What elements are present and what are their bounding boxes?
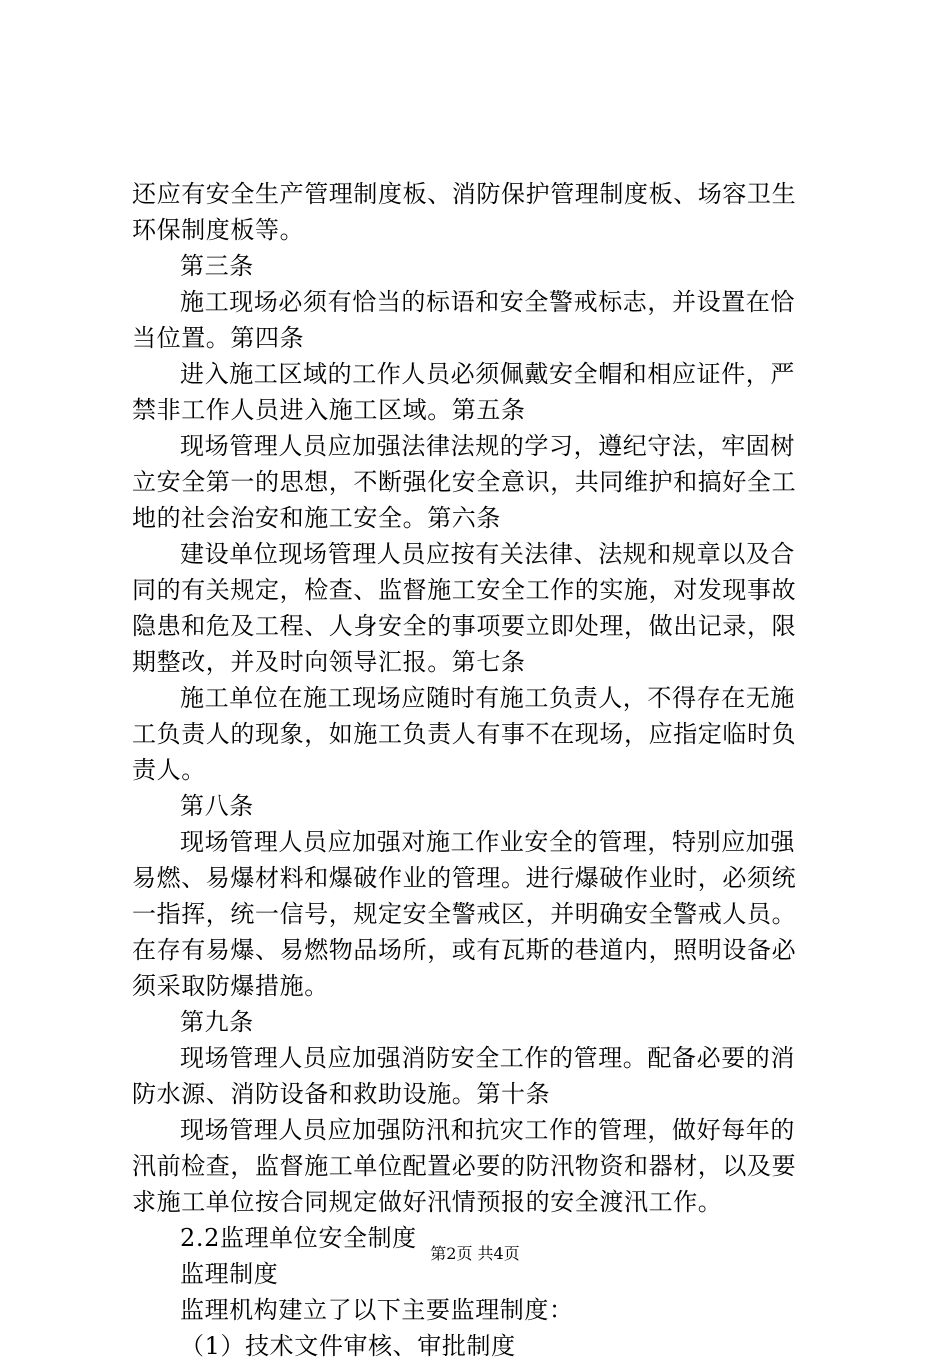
text-line: 环保制度板等。: [132, 216, 305, 244]
text-line: （1）技术文件审核、审批制度: [180, 1332, 516, 1360]
text-line: 监理机构建立了以下主要监理制度：: [180, 1296, 574, 1324]
text-line: 禁非工作人员进入施工区域。第五条: [132, 396, 526, 424]
text-line: 隐患和危及工程、人身安全的事项要立即处理，做出记录，限: [132, 612, 797, 640]
text-line: 施工现场必须有恰当的标语和安全警戒标志，并设置在恰: [180, 288, 795, 316]
text-line: 汛前检查，监督施工单位配置必要的防汛物资和器材，以及要: [132, 1152, 797, 1180]
text-line: 一指挥，统一信号，规定安全警戒区，并明确安全警戒人员。: [132, 900, 797, 928]
text-line: 须采取防爆措施。: [132, 972, 329, 1000]
text-line: 易燃、易爆材料和爆破作业的管理。进行爆破作业时，必须统: [132, 864, 797, 892]
document-body: [132, 176, 834, 1364]
text-line: 第三条: [180, 252, 254, 280]
page-footer: 第2页 共4页: [430, 1244, 520, 1263]
text-line: 还应有安全生产管理制度板、消防保护管理制度板、场容卫生: [132, 180, 797, 208]
text-line: 期整改，并及时向领导汇报。第七条: [132, 648, 526, 676]
text-line: 第八条: [180, 792, 254, 820]
text-line: 立安全第一的思想，不断强化安全意识，共同维护和搞好全工: [132, 468, 797, 496]
text-line: 同的有关规定，检查、监督施工安全工作的实施，对发现事故: [132, 576, 797, 604]
text-line: 工负责人的现象，如施工负责人有事不在现场，应指定临时负: [132, 720, 797, 748]
text-line: 防水源、消防设备和救助设施。第十条: [132, 1080, 551, 1108]
text-line: 监理制度: [180, 1260, 279, 1288]
text-line: 现场管理人员应加强对施工作业安全的管理，特别应加强: [180, 828, 795, 856]
text-line: 2.2监理单位安全制度: [180, 1224, 417, 1252]
text-line: 施工单位在施工现场应随时有施工负责人，不得存在无施: [180, 684, 795, 712]
text-line: 当位置。第四条: [132, 324, 305, 352]
text-line: 进入施工区域的工作人员必须佩戴安全帽和相应证件，严: [180, 360, 795, 388]
text-line: 现场管理人员应加强防汛和抗灾工作的管理，做好每年的: [180, 1116, 795, 1144]
text-line: 现场管理人员应加强法律法规的学习，遵纪守法，牢固树: [180, 432, 795, 460]
text-line: 建设单位现场管理人员应按有关法律、法规和规章以及合: [180, 540, 795, 568]
text-line: 地的社会治安和施工安全。第六条: [132, 504, 501, 532]
text-line: 第九条: [180, 1008, 254, 1036]
text-line: 在存有易爆、易燃物品场所，或有瓦斯的巷道内，照明设备必: [132, 936, 797, 964]
text-line: 现场管理人员应加强消防安全工作的管理。配备必要的消: [180, 1044, 795, 1072]
text-line: 责人。: [132, 756, 206, 784]
text-line: 求施工单位按合同规定做好汛情预报的安全渡汛工作。: [132, 1188, 723, 1216]
